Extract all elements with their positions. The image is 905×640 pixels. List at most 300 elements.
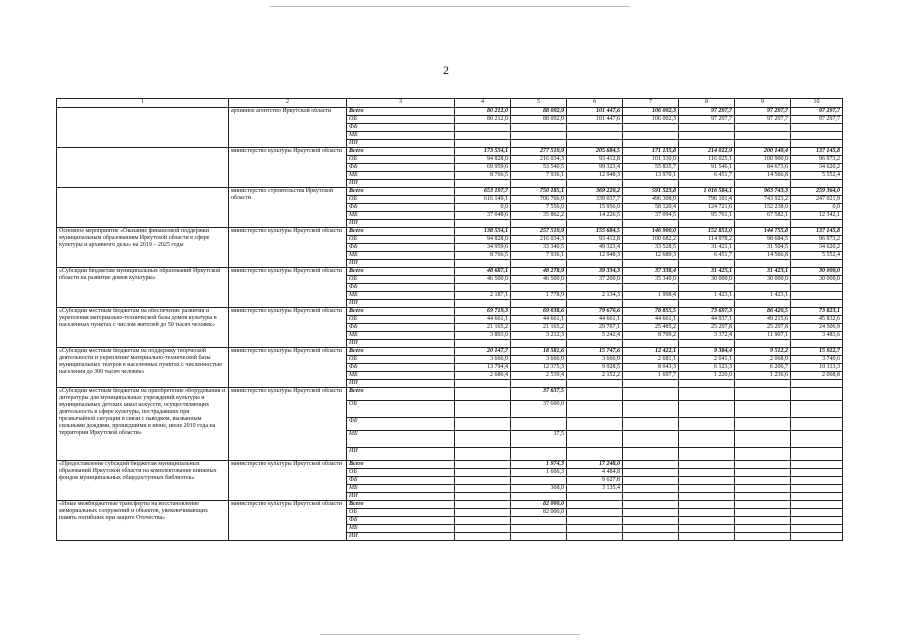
amount-cell — [791, 517, 843, 525]
amount-cell: 97 297,7 — [679, 108, 735, 116]
amount-cell: 146 900,0 — [623, 228, 679, 236]
amount-cell — [455, 517, 511, 525]
amount-cell: 1 016 584,1 — [679, 188, 735, 196]
amount-cell — [679, 525, 735, 533]
amount-cell: 15 747,6 — [567, 348, 623, 356]
amount-cell: 101 447,6 — [567, 108, 623, 116]
amount-cell — [679, 448, 735, 461]
amount-cell — [455, 501, 511, 509]
amount-cell: 14 226,5 — [567, 212, 623, 220]
amount-cell: 214 022,9 — [679, 148, 735, 156]
amount-cell: 8 766,5 — [455, 252, 511, 260]
amount-cell — [623, 517, 679, 525]
amount-cell — [455, 284, 511, 292]
amount-cell — [623, 485, 679, 493]
amount-cell — [623, 493, 679, 501]
amount-cell: 247 021,9 — [791, 196, 843, 204]
funding-source: МБ — [347, 252, 455, 260]
amount-cell — [791, 124, 843, 132]
amount-cell: 6 451,7 — [679, 172, 735, 180]
amount-cell — [679, 220, 735, 228]
amount-cell: 9 928,5 — [567, 364, 623, 372]
amount-cell — [567, 525, 623, 533]
amount-cell — [455, 461, 511, 469]
amount-cell: 101 447,6 — [567, 116, 623, 124]
amount-cell — [623, 477, 679, 485]
amount-cell — [679, 140, 735, 148]
amount-cell: 78 855,5 — [623, 308, 679, 316]
col-header: 9 — [735, 99, 791, 108]
event-description — [57, 148, 229, 188]
amount-cell — [679, 180, 735, 188]
amount-cell — [735, 517, 791, 525]
amount-cell: 963 743,3 — [735, 188, 791, 196]
amount-cell: 14 566,8 — [735, 252, 791, 260]
amount-cell — [679, 380, 735, 388]
table-row — [57, 501, 843, 509]
amount-cell — [511, 340, 567, 348]
amount-cell — [735, 485, 791, 493]
col-header: 10 — [791, 99, 843, 108]
amount-cell: 9 384,4 — [679, 348, 735, 356]
amount-cell: 796 101,4 — [679, 196, 735, 204]
amount-cell — [791, 284, 843, 292]
amount-cell — [455, 140, 511, 148]
amount-cell — [455, 448, 511, 461]
amount-cell — [511, 260, 567, 268]
amount-cell — [735, 461, 791, 469]
funding-source: ИИ — [347, 220, 455, 228]
amount-cell: 7 936,1 — [511, 172, 567, 180]
amount-cell — [791, 533, 843, 541]
amount-cell — [679, 388, 735, 401]
funding-source: ФБ — [347, 477, 455, 485]
amount-cell: 277 510,9 — [511, 148, 567, 156]
amount-cell: 205 684,5 — [567, 148, 623, 156]
amount-cell — [511, 418, 567, 431]
amount-cell: 259 364,0 — [791, 188, 843, 196]
amount-cell: 12 342,1 — [791, 212, 843, 220]
amount-cell: 44 661,1 — [511, 316, 567, 324]
amount-cell — [791, 448, 843, 461]
amount-cell: 5 242,4 — [567, 332, 623, 340]
amount-cell — [679, 501, 735, 509]
amount-cell: 25 485,2 — [623, 324, 679, 332]
amount-cell — [791, 493, 843, 501]
amount-cell: 152 851,0 — [679, 228, 735, 236]
amount-cell: 0,0 — [455, 204, 511, 212]
amount-cell — [735, 533, 791, 541]
amount-cell: 98 684,5 — [735, 236, 791, 244]
col-header: 5 — [511, 99, 567, 108]
amount-cell: 97 297,7 — [679, 116, 735, 124]
amount-cell: 30 000,0 — [791, 268, 843, 276]
amount-cell — [455, 477, 511, 485]
amount-cell: 69 719,3 — [455, 308, 511, 316]
amount-cell: 46 500,0 — [511, 276, 567, 284]
responsible-executor: министерство культуры Иркутской области — [229, 348, 347, 388]
amount-cell: 84 673,6 — [735, 164, 791, 172]
amount-cell: 39 334,3 — [567, 268, 623, 276]
amount-cell: 591 523,8 — [623, 188, 679, 196]
amount-cell: 97 297,7 — [735, 116, 791, 124]
amount-cell — [735, 300, 791, 308]
amount-cell — [735, 493, 791, 501]
funding-source: Всего — [347, 461, 455, 469]
amount-cell: 616 149,1 — [455, 196, 511, 204]
responsible-executor: архивное агентство Иркутской области — [229, 108, 347, 148]
funding-source: Всего — [347, 308, 455, 316]
funding-source: ОБ — [347, 356, 455, 364]
amount-cell — [735, 340, 791, 348]
amount-cell: 5 552,4 — [791, 252, 843, 260]
col-header: 7 — [623, 99, 679, 108]
amount-cell — [791, 418, 843, 431]
amount-cell: 97 297,7 — [735, 108, 791, 116]
amount-cell — [791, 300, 843, 308]
amount-cell — [735, 509, 791, 517]
amount-cell: 13 794,4 — [455, 364, 511, 372]
amount-cell — [623, 388, 679, 401]
amount-cell — [679, 260, 735, 268]
amount-cell: 116 025,1 — [679, 156, 735, 164]
amount-cell: 171 135,8 — [623, 148, 679, 156]
amount-cell: 15 922,7 — [791, 348, 843, 356]
table-row — [57, 388, 843, 401]
amount-cell: 37 048,6 — [455, 212, 511, 220]
amount-cell: 1 606,3 — [511, 469, 567, 477]
amount-cell — [567, 401, 623, 418]
amount-cell — [679, 431, 735, 448]
amount-cell: 3 135,4 — [567, 485, 623, 493]
amount-cell — [511, 525, 567, 533]
col-header: 1 — [57, 99, 229, 108]
amount-cell — [735, 388, 791, 401]
amount-cell: 2 187,1 — [455, 292, 511, 300]
amount-cell: 33 528,5 — [623, 244, 679, 252]
event-description: «Субсидии бюджетам муниципальных образований Иркутской области на развитие домов культуры» — [57, 268, 229, 308]
amount-cell — [455, 431, 511, 448]
amount-cell: 48 687,1 — [455, 268, 511, 276]
responsible-executor: министерство культуры Иркутской области — [229, 388, 347, 461]
amount-cell: 35 340,0 — [623, 276, 679, 284]
amount-cell: 31 425,1 — [679, 268, 735, 276]
event-description: «Субсидии местным бюджетам на обеспечение развития и укрепления материально-технической базы домов культуры в населенных пунктах с числом жителей до 50 тысяч человек» — [57, 308, 229, 348]
amount-cell — [623, 220, 679, 228]
funding-source: ИИ — [347, 140, 455, 148]
amount-cell: 88 092,9 — [511, 116, 567, 124]
amount-cell — [791, 485, 843, 493]
amount-cell — [511, 493, 567, 501]
amount-cell — [735, 180, 791, 188]
amount-cell: 79 670,6 — [567, 308, 623, 316]
amount-cell: 1 697,7 — [623, 372, 679, 380]
amount-cell — [623, 180, 679, 188]
amount-cell — [623, 340, 679, 348]
amount-cell — [623, 448, 679, 461]
amount-cell — [679, 509, 735, 517]
amount-cell: 37,5 — [511, 431, 567, 448]
amount-cell: 91 546,1 — [679, 164, 735, 172]
funding-source: Всего — [347, 108, 455, 116]
amount-cell: 24 506,9 — [791, 324, 843, 332]
amount-cell: 1 423,1 — [679, 292, 735, 300]
amount-cell: 97 297,7 — [791, 116, 843, 124]
amount-cell — [679, 469, 735, 477]
amount-cell: 2 134,3 — [567, 292, 623, 300]
funding-source: МБ — [347, 372, 455, 380]
amount-cell — [567, 340, 623, 348]
amount-cell: 2 539,4 — [511, 372, 567, 380]
amount-cell — [791, 260, 843, 268]
amount-cell — [511, 517, 567, 525]
amount-cell — [791, 140, 843, 148]
funding-source: Всего — [347, 348, 455, 356]
amount-cell: 73 697,3 — [679, 308, 735, 316]
amount-cell — [735, 401, 791, 418]
funding-source: МБ — [347, 525, 455, 533]
amount-cell: 7 556,0 — [511, 204, 567, 212]
amount-cell: 2 068,8 — [791, 372, 843, 380]
amount-cell — [679, 401, 735, 418]
amount-cell: 30 000,0 — [735, 276, 791, 284]
amount-cell — [679, 461, 735, 469]
amount-cell — [623, 284, 679, 292]
amount-cell: 31 421,1 — [679, 244, 735, 252]
amount-cell: 30 000,0 — [791, 276, 843, 284]
amount-cell: 82 000,0 — [511, 501, 567, 509]
amount-cell: 2 681,1 — [623, 356, 679, 364]
table-row — [57, 348, 843, 356]
amount-cell: 6 206,7 — [735, 364, 791, 372]
amount-cell — [623, 124, 679, 132]
amount-cell — [791, 401, 843, 418]
funding-source: ОБ — [347, 469, 455, 477]
table-row — [57, 268, 843, 276]
amount-cell: 55 835,7 — [623, 164, 679, 172]
amount-cell: 1 423,1 — [735, 292, 791, 300]
funding-source: ИИ — [347, 493, 455, 501]
amount-cell: 2 068,9 — [735, 356, 791, 364]
table-row — [57, 188, 843, 196]
amount-cell: 14 566,8 — [735, 172, 791, 180]
amount-cell — [567, 180, 623, 188]
amount-cell — [623, 300, 679, 308]
amount-cell: 8 766,5 — [455, 172, 511, 180]
amount-cell: 69 959,6 — [455, 164, 511, 172]
amount-cell: 3 740,6 — [791, 356, 843, 364]
funding-source: Всего — [347, 268, 455, 276]
amount-cell: 8 709,2 — [623, 332, 679, 340]
funding-source: ОБ — [347, 401, 455, 418]
amount-cell — [455, 509, 511, 517]
amount-cell — [511, 533, 567, 541]
amount-cell — [567, 140, 623, 148]
amount-cell: 6 123,3 — [679, 364, 735, 372]
amount-cell — [567, 132, 623, 140]
amount-cell: 34 620,2 — [791, 244, 843, 252]
funding-source: МБ — [347, 431, 455, 448]
funding-source: ОБ — [347, 116, 455, 124]
funding-source: МБ — [347, 485, 455, 493]
amount-cell: 37 600,0 — [511, 401, 567, 418]
amount-cell: 29 767,1 — [567, 324, 623, 332]
amount-cell: 369 220,2 — [567, 188, 623, 196]
amount-cell: 11 907,1 — [735, 332, 791, 340]
amount-cell — [567, 431, 623, 448]
amount-cell: 144 755,8 — [735, 228, 791, 236]
amount-cell — [791, 132, 843, 140]
amount-cell — [567, 533, 623, 541]
amount-cell: 80 212,0 — [455, 108, 511, 116]
responsible-executor: министерство культуры Иркутской области — [229, 148, 347, 188]
funding-source: ФБ — [347, 284, 455, 292]
amount-cell — [511, 284, 567, 292]
funding-source: МБ — [347, 292, 455, 300]
amount-cell — [735, 124, 791, 132]
amount-cell: 44 661,1 — [623, 316, 679, 324]
amount-cell: 216 034,3 — [511, 236, 567, 244]
amount-cell — [455, 401, 511, 418]
amount-cell: 0,0 — [791, 204, 843, 212]
table-row — [57, 148, 843, 156]
amount-cell: 706 766,9 — [511, 196, 567, 204]
amount-cell: 21 165,2 — [511, 324, 567, 332]
funding-source: ИИ — [347, 340, 455, 348]
amount-cell: 137 145,8 — [791, 228, 843, 236]
amount-cell — [567, 501, 623, 509]
amount-cell — [511, 124, 567, 132]
amount-cell — [455, 388, 511, 401]
amount-cell — [791, 380, 843, 388]
funding-source: ФБ — [347, 164, 455, 172]
funding-source: ФБ — [347, 244, 455, 252]
funding-source: ИИ — [347, 380, 455, 388]
amount-cell: 106 002,3 — [623, 116, 679, 124]
amount-cell — [567, 260, 623, 268]
amount-cell: 44 661,1 — [455, 316, 511, 324]
scan-edge-top — [270, 6, 630, 7]
col-header: 4 — [455, 99, 511, 108]
amount-cell — [623, 461, 679, 469]
col-header: 3 — [347, 99, 455, 108]
amount-cell: 114 978,2 — [679, 236, 735, 244]
amount-cell: 1 778,9 — [511, 292, 567, 300]
amount-cell: 37 094,5 — [623, 212, 679, 220]
amount-cell: 7 936,1 — [511, 252, 567, 260]
scan-edge-bottom — [320, 634, 580, 635]
amount-cell: 2 041,1 — [679, 356, 735, 364]
amount-cell: 73 823,1 — [791, 308, 843, 316]
amount-cell: 10 113,3 — [791, 364, 843, 372]
amount-cell: 9 512,2 — [735, 348, 791, 356]
amount-cell: 12 689,3 — [623, 252, 679, 260]
amount-cell — [511, 380, 567, 388]
amount-cell: 12 948,3 — [567, 252, 623, 260]
amount-cell: 496 308,9 — [623, 196, 679, 204]
amount-cell — [791, 525, 843, 533]
amount-cell — [511, 477, 567, 485]
amount-cell — [511, 300, 567, 308]
funding-source: Всего — [347, 388, 455, 401]
amount-cell: 1 236,6 — [735, 372, 791, 380]
event-description: «Субсидии местным бюджетам на приобретение оборудования и литературы для муниципальных учреждений культуры и муниципальных детских школ искусств, осуществляющих деятельность в сфере культуры, пострадавших при чрезвычайной ситуации в связи с паводком, вызванным сильными дождями, прошедшими в июне, июле 2019 года на территории Иркутской области» — [57, 388, 229, 461]
amount-cell — [679, 418, 735, 431]
event-description: Основное мероприятие «Оказание финансовой поддержки муниципальным образованиям Иркутской области в сфере культуры и архивного дела» на 2019 – 2025 годы — [57, 228, 229, 268]
amount-cell: 31 423,1 — [735, 268, 791, 276]
funding-source: ОБ — [347, 316, 455, 324]
amount-cell — [791, 477, 843, 485]
amount-cell — [791, 292, 843, 300]
funding-source: ФБ — [347, 364, 455, 372]
amount-cell: 155 684,5 — [567, 228, 623, 236]
amount-cell — [511, 448, 567, 461]
amount-cell: 96 973,2 — [791, 156, 843, 164]
amount-cell — [679, 124, 735, 132]
funding-source: ФБ — [347, 204, 455, 212]
amount-cell: 1 974,3 — [511, 461, 567, 469]
amount-cell: 35 862,2 — [511, 212, 567, 220]
amount-cell — [679, 477, 735, 485]
amount-cell: 94 828,0 — [455, 236, 511, 244]
amount-cell — [735, 220, 791, 228]
funding-source: ФБ — [347, 324, 455, 332]
amount-cell — [623, 509, 679, 517]
table-row — [57, 108, 843, 116]
funding-source: ИИ — [347, 448, 455, 461]
amount-cell — [455, 124, 511, 132]
amount-cell: 152 238,0 — [735, 204, 791, 212]
amount-cell: 3 666,9 — [455, 356, 511, 364]
responsible-executor: министерство культуры Иркутской области — [229, 228, 347, 268]
amount-cell — [791, 180, 843, 188]
amount-cell: 69 038,6 — [511, 308, 567, 316]
funding-source: ИИ — [347, 180, 455, 188]
amount-cell — [455, 533, 511, 541]
amount-cell: 101 330,0 — [623, 156, 679, 164]
funding-source: Всего — [347, 148, 455, 156]
amount-cell — [791, 388, 843, 401]
amount-cell: 82 000,0 — [511, 509, 567, 517]
funding-source: МБ — [347, 172, 455, 180]
amount-cell: 93 412,8 — [567, 156, 623, 164]
event-description: «Предоставление субсидий бюджетам муниципальных образований Иркутской области на комплектование книжных фондов муниципальных общедоступных библиотек» — [57, 461, 229, 501]
amount-cell — [455, 340, 511, 348]
amount-cell: 750 185,1 — [511, 188, 567, 196]
amount-cell: 95 761,1 — [679, 212, 735, 220]
amount-cell: 12 375,3 — [511, 364, 567, 372]
amount-cell: 67 582,1 — [735, 212, 791, 220]
amount-cell — [623, 260, 679, 268]
responsible-executor: министерство культуры Иркутской области — [229, 501, 347, 541]
funding-source: ОБ — [347, 276, 455, 284]
amount-cell — [455, 469, 511, 477]
amount-cell — [623, 525, 679, 533]
responsible-executor: министерство культуры Иркутской области — [229, 461, 347, 501]
funding-source: ФБ — [347, 517, 455, 525]
table-row — [57, 308, 843, 316]
amount-cell — [679, 485, 735, 493]
amount-cell — [791, 501, 843, 509]
amount-cell: 9 627,8 — [567, 477, 623, 485]
table-body — [57, 108, 843, 541]
table-row — [57, 228, 843, 236]
amount-cell: 99 323,4 — [567, 164, 623, 172]
amount-cell — [623, 140, 679, 148]
amount-cell — [567, 300, 623, 308]
amount-cell: 97 297,7 — [791, 108, 843, 116]
amount-cell: 6 451,7 — [679, 252, 735, 260]
